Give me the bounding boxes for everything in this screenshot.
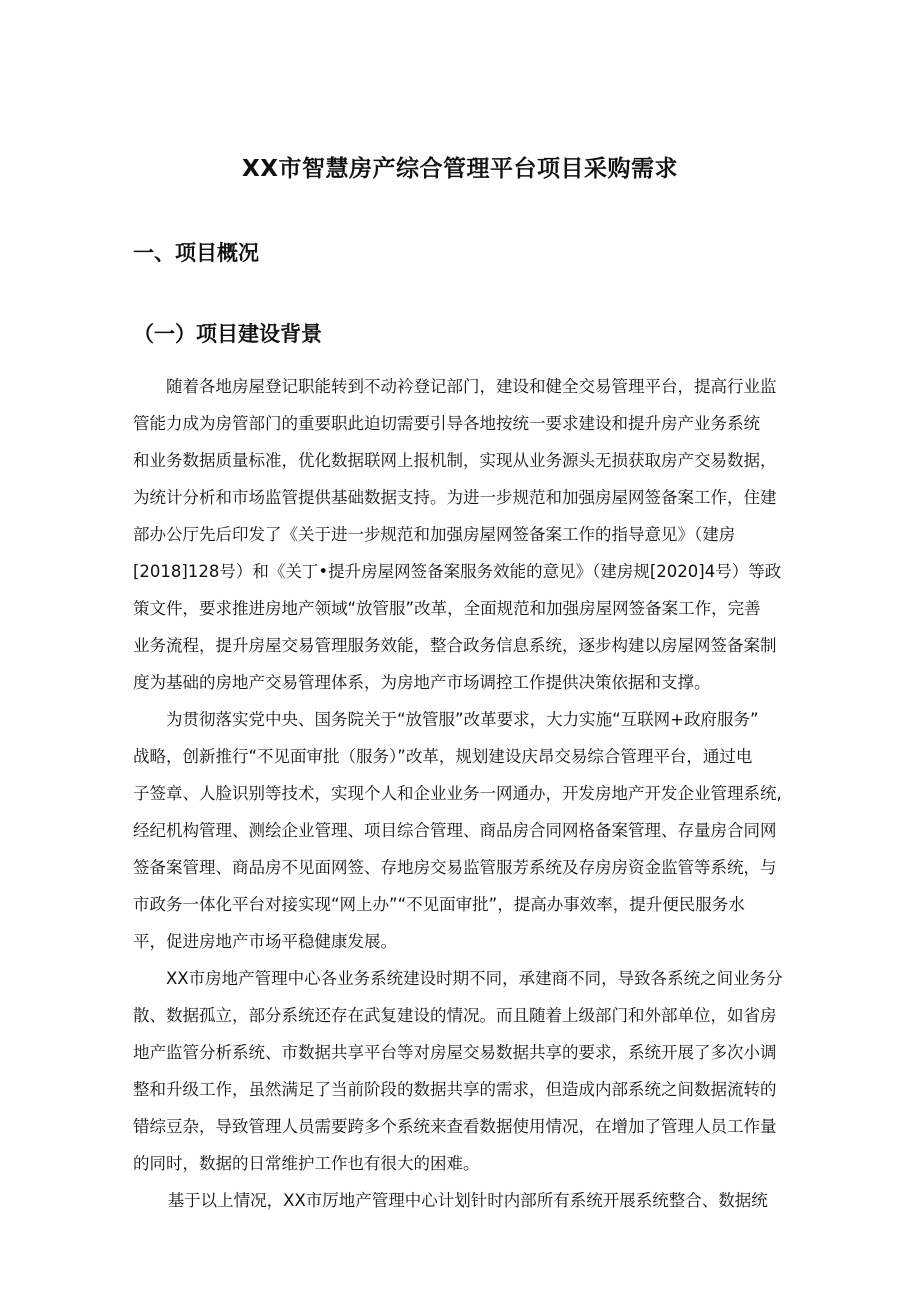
paragraph-line: 基于以上情况，XX市厉地产管理中心计划针时内部所有系统开展系统整合、数据统 [167,1191,768,1210]
paragraph-line: 整和升级工作，虽然满足了当前阶段的数据共享的需求，但造成内部系统之间数据流转的 [133,1080,777,1099]
paragraph-line: 和业务数据质量标准，优化数据联网上报机制，实现从业务源头无损获取房产交易数据， [133,451,777,470]
section-heading: 一、项目概况 [133,241,259,265]
paragraph-line: 子签章、人脸识别等技术，实现个人和企业业务一网通办，开发房地产开发企业管理系统, [133,784,782,803]
paragraph-line: 经纪机构管理、测绘企业管理、项目综合管理、商品房合同网格备案管理、存量房合同网 [133,821,777,840]
paragraph-line: 度为基础的房地产交易管理体系，为房地产市场调控工作提供决策依据和支撑。 [133,673,711,692]
paragraph-line: 为贯彻落实党中央、国务院关于“放管服”改革要求，大力实施“互联网+政府服务” [166,710,759,729]
paragraph-line: 平，促进房地产市场平稳健康发展。 [133,932,397,951]
document-title: XX市智慧房产综合管理平台项目采购需求 [242,156,678,182]
paragraph-line: 策文件，要求推进房地产领域“放管服”改革，全面规范和加强房屋网签备案工作，完善 [133,599,761,618]
paragraph-line: 签备案管理、商品房不见面网签、存地房交易监管服芳系统及存房房资金监管等系统，与 [133,858,777,877]
paragraph-line: 战略，创新推行“不见面审批（服务）”改革，规划建设庆昂交易综合管理平台，通过电 [133,747,753,766]
paragraph-line: 散、数据孤立，部分系统还存在武复建设的情况。而且随着上级部门和外部单位，如省房 [133,1006,777,1025]
paragraph-line: XX市房地产管理中心各业务系统建设时期不同，承建商不同，导致各系统之间业务分 [166,969,783,988]
paragraph-line: 错综豆杂，导致管理人员需要跨多个系统来查看数据使用情况，在增加了管理人员工作量 [133,1117,777,1136]
paragraph-line: 业务流程，提升房屋交易管理服务效能，整合政务信息系统，逐步构建以房屋网签备案制 [133,636,777,655]
paragraph-line: 管能力成为房管部门的重要职此迫切需要引导各地按统一要求建设和提升房产业务系统 [133,414,760,433]
paragraph-line: [2018]128号）和《关丁•提升房屋网签备案服务效能的意见》（建房规[2020]4号）等政 [133,562,782,581]
subsection-heading: （一）项目建设背景 [133,322,322,346]
paragraph-line: 为统计分析和市场监管提供基础数据支持。为进一步规范和加强房屋网签备案工作，住建 [133,488,777,507]
paragraph-line: 随着各地房屋登记职能转到不动衿登记部门，建设和健全交易管理平台，提高行业监 [166,377,777,396]
paragraph-line: 的同时，数据的日常维护工作也有很大的困难。 [133,1154,480,1173]
paragraph-line: 地产监管分析系统、市数据共享平台等对房屋交易数据共享的要求，系统开展了多次小调 [133,1043,777,1062]
paragraph-line: 市政务一体化平台对接实现“网上办”“不见面审批”，提高办事效率，提升便民服务水 [133,895,745,914]
paragraph-line: 部办公厅先后印发了《关于进一步规范和加强房屋网签备案工作的指导意见》（建房 [133,525,736,544]
